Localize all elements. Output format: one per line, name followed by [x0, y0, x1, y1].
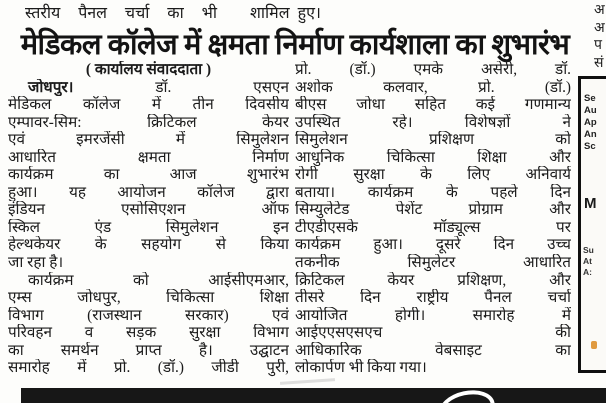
article-line: परिवहन व सड़क सुरक्षा विभाग — [8, 324, 289, 342]
article-line: कार्यक्रम को आईसीएमआर, — [28, 271, 289, 289]
side-ad-line: An — [584, 129, 597, 140]
article-line: एवं इमरजेंसी में सिमुलेशन — [8, 131, 289, 149]
column-right — [295, 61, 571, 377]
article-line: अशोक कलवार, प्रो. (डॉ.) — [295, 78, 571, 96]
article-line: हुआ। यह आयोजन कॉलेज द्वारा — [8, 183, 289, 201]
article-line: सिम्युलेटेड पेशेंट प्रोग्राम और — [295, 201, 571, 219]
article-line: का समर्थन प्राप्त है। उद्घाटन — [8, 341, 289, 359]
side-ad-big-letter: M — [584, 195, 597, 212]
article-line: आधारित क्षमता निर्माण — [8, 148, 289, 166]
article-line: हेल्थकेयर के सहयोग से किया — [8, 236, 289, 254]
article-line: आयोजित होगी। समारोह में — [295, 306, 571, 324]
article-line: एम्पावर-सिम: क्रिटिकल केयर — [8, 113, 289, 131]
article-line: रोगी सुरक्षा के लिए अनिवार्य — [295, 166, 571, 184]
side-ad-line: A: — [583, 267, 592, 277]
article-line: विभाग (राजस्थान सरकार) एवं — [8, 306, 289, 324]
top-text-fragment-right: शामिल हुए। — [250, 5, 321, 22]
cutoff-char: अ — [594, 20, 605, 36]
cutoff-char: सं — [594, 55, 604, 71]
article-line: जोधपुर। डॉ. एसएन — [28, 78, 289, 96]
article-line: क्रिटिकल केयर प्रशिक्षण, और — [295, 271, 571, 289]
article-line: समारोह में प्रो. (डॉ.) जीडी पुरी, — [8, 359, 289, 377]
side-ad-line: At — [583, 256, 592, 266]
article-line: एम्स जोधपुर, चिकित्सा शिक्षा — [8, 289, 289, 307]
side-ad-line: Ap — [584, 117, 597, 128]
side-ad-accent-mark — [591, 341, 597, 349]
cutoff-char: अ — [594, 3, 605, 18]
article-line: इंडियन एसोसिएशन ऑफ — [8, 201, 289, 219]
article-line: ( कार्यालय संवाददाता ) — [85, 61, 212, 78]
scan-smudge — [280, 378, 335, 385]
side-ad-line: Se — [584, 93, 596, 104]
top-text-fragment-left: स्तरीय पैनल चर्चा का भी — [25, 5, 217, 22]
article-line: बीएस जोधा सहित कई गणमान्य — [295, 96, 571, 114]
side-ad-line: Su — [583, 245, 594, 255]
article-line: आधुनिक चिकित्सा शिक्षा और — [295, 148, 571, 166]
article-line: बताया। कार्यक्रम के पहले दिन — [295, 183, 571, 201]
side-ad-line: Sc — [584, 141, 596, 152]
previous-article-fragment — [0, 1, 606, 23]
article-line: आधिकारिक वेबसाइट का — [295, 341, 571, 359]
article-line: सिमुलेशन प्रशिक्षण को — [295, 131, 571, 149]
article-line: कार्यक्रम हुआ। दूसरे दिन उच्च — [295, 236, 571, 254]
bottom-banner-bar — [21, 388, 606, 403]
article-line: टीएडीएसके मॉड्यूल्स पर — [295, 218, 571, 236]
article-line: उपस्थित रहे। विशेषज्ञों ने — [295, 113, 571, 131]
article-line: जा रहा है। — [8, 254, 64, 272]
article-line: लोकार्पण भी किया गया। — [295, 359, 427, 377]
article-line: मेडिकल कॉलेज में तीन दिवसीय — [8, 96, 289, 114]
banner-logo-curve-icon — [436, 388, 498, 403]
side-ad-line: Au — [584, 105, 597, 116]
article-line: तीसरे दिन राष्ट्रीय पैनल चर्चा — [295, 289, 571, 307]
article-line: आईएएसएसएच की — [295, 324, 571, 342]
side-ad-mid-lines — [583, 245, 594, 278]
cutoff-char: प — [594, 38, 602, 53]
article-line: प्रो. (डॉ.) एमके असेरी, डॉ. — [295, 61, 571, 78]
cutoff-edge-text — [594, 2, 606, 72]
article-line: तकनीक सिमुलेटर आधारित — [295, 254, 571, 272]
article-line: कार्यक्रम का आज शुभारंभ — [8, 166, 289, 184]
article-headline: मेडिकल कॉलेज में क्षमता निर्माण कार्यशाला का शुभारंभ — [20, 29, 570, 61]
column-left — [8, 61, 289, 377]
side-ad-top-lines — [584, 93, 597, 153]
side-ad-box — [578, 76, 606, 373]
article-line: स्किल एंड सिमुलेशन इन — [8, 218, 289, 236]
